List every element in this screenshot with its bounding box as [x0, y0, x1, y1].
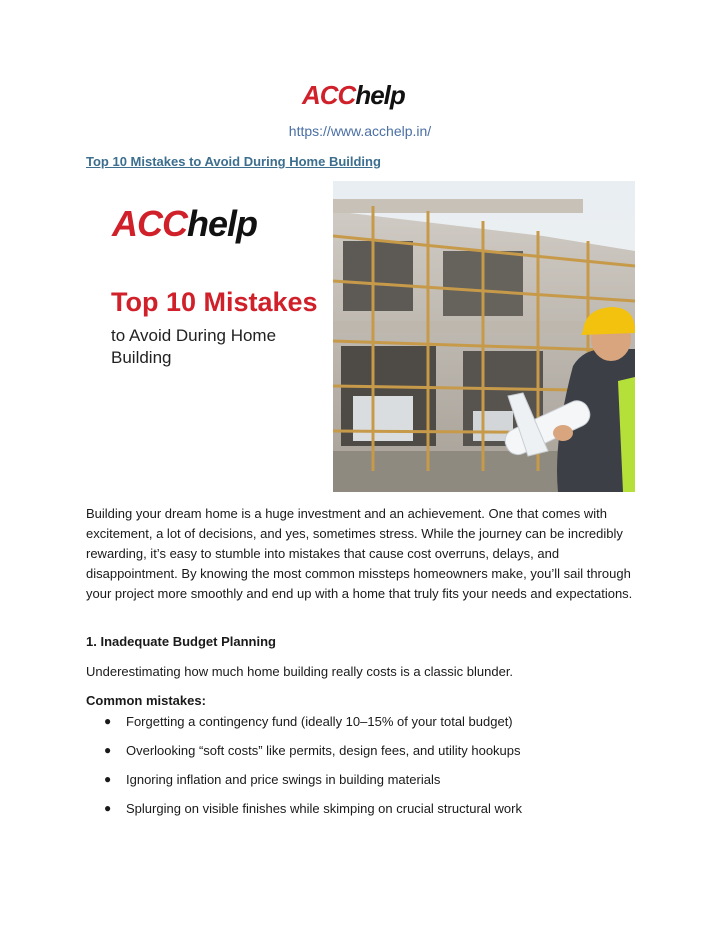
section-1-heading: 1. Inadequate Budget Planning	[86, 634, 276, 649]
list-item	[104, 772, 522, 801]
banner-logo	[112, 203, 257, 245]
bullet-icon: ●	[104, 714, 112, 728]
list-item-text: Splurging on visible finishes while skimping on crucial structural work	[126, 801, 522, 816]
list-item	[104, 743, 522, 772]
common-mistakes-heading: Common mistakes:	[86, 693, 206, 708]
construction-site-photo	[333, 181, 635, 492]
bullet-icon: ●	[104, 772, 112, 786]
banner-subline-2: Building	[111, 348, 172, 367]
list-item-text: Ignoring inflation and price swings in building materials	[126, 772, 441, 787]
banner-subline-1: to Avoid During Home	[111, 326, 277, 345]
list-item	[104, 714, 522, 743]
bullet-icon: ●	[104, 801, 112, 815]
banner-headline: Top 10 Mistakes	[111, 287, 318, 317]
bullet-icon: ●	[104, 743, 112, 757]
list-item	[104, 801, 522, 830]
section-1-text: Underestimating how much home building really costs is a classic blunder.	[86, 664, 514, 679]
banner-logo-help-text: help	[187, 203, 258, 244]
site-url-link[interactable]: https://www.acchelp.in/	[288, 123, 432, 139]
document-title-link[interactable]: Top 10 Mistakes to Avoid During Home Building	[86, 154, 381, 169]
mistakes-list	[104, 714, 522, 830]
logo-help-text: help	[355, 80, 405, 110]
acchelp-logo	[302, 80, 405, 111]
article-banner	[86, 181, 635, 492]
intro-paragraph: Building your dream home is a huge investment and an achievement. One that comes with excitement, a lot of decisions, and yes, sometimes stress. While the journey can be incredibly rewarding, it’s easy to stumble into mistakes that cause cost overruns, delays, and disappointment. By knowing the most common missteps homeowners make, you’ll sail through your project more smoothly and end up with a home that truly fits your needs and expectations.	[86, 506, 633, 601]
list-item-text: Forgetting a contingency fund (ideally 10–15% of your total budget)	[126, 714, 513, 729]
list-item-text: Overlooking “soft costs” like permits, design fees, and utility hookups	[126, 743, 521, 758]
banner-logo-acc-text: ACC	[112, 203, 187, 244]
logo-acc-text: ACC	[302, 80, 356, 110]
